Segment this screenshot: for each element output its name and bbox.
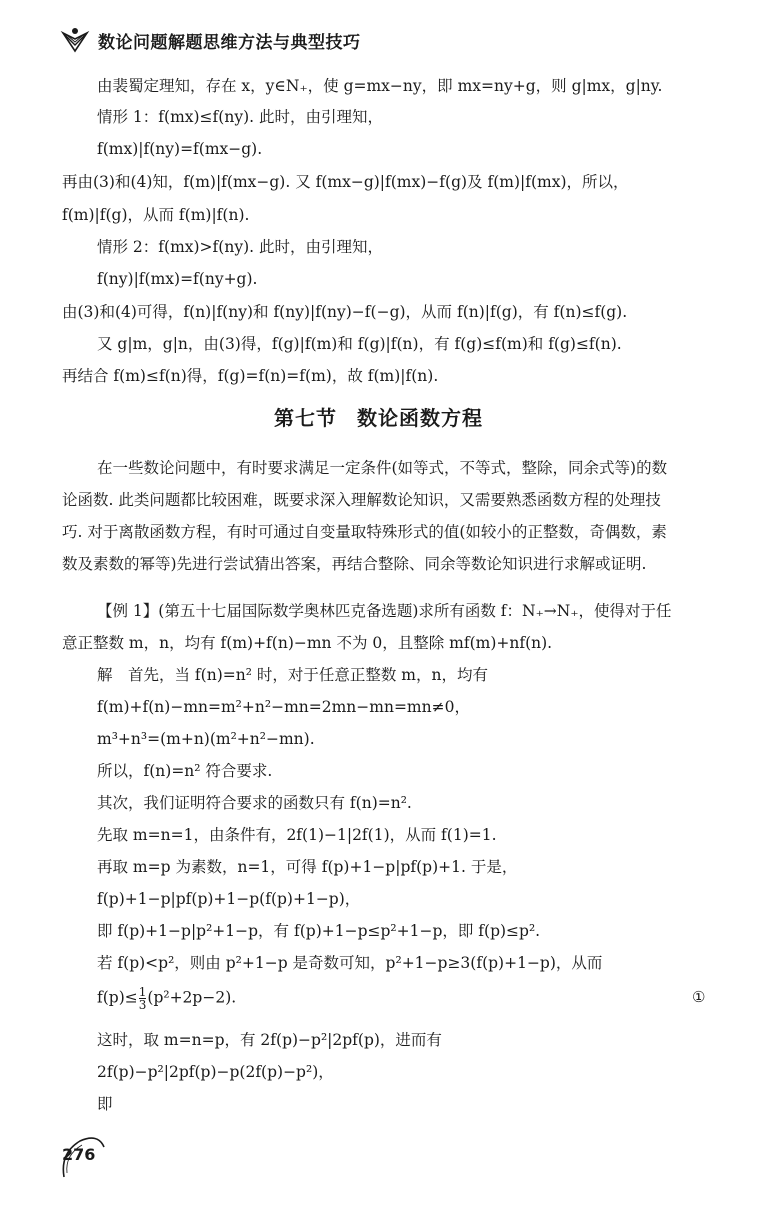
text-line: f(m)|f(g)，从而 f(m)|f(n). [62, 206, 250, 224]
solution-line: f(p)+1−p|pf(p)+1−p(f(p)+1−p)， [97, 890, 361, 908]
solution-line: 先取 m=n=1，由条件有，2f(1)−1|2f(1)，从而 f(1)=1. [97, 826, 497, 844]
fraction-numerator: 1 [138, 985, 147, 999]
text-line: 情形 1：f(mx)≤f(ny). 此时，由引理知， [97, 108, 383, 126]
text-line: 情形 2：f(mx)>f(ny). 此时，由引理知， [97, 238, 383, 256]
text-line: f(mx)|f(ny)=f(mx−g). [97, 140, 263, 158]
text-line: 由裴蜀定理知，存在 x，y∈N₊，使 g=mx−ny，即 mx=ny+g，则 g|mx，g|ny. [97, 77, 663, 95]
page-number: 276 [62, 1145, 96, 1164]
text-line: 又 g|m，g|n，由(3)得，f(g)|f(m)和 f(g)|f(n)，有 f(g)≤f(m)和 f(g)≤f(n). [97, 335, 622, 353]
formula-left: f(p)≤ [97, 988, 138, 1007]
fraction [139, 986, 147, 1011]
example-line: 意正整数 m，n，均有 f(m)+f(n)−mn 不为 0，且整除 mf(m)+nf(n). [62, 634, 553, 652]
example-line: 【例 1】(第五十七届国际数学奥林匹克备选题)求所有函数 f：N₊→N₊，使得对于任 [97, 602, 672, 620]
fraction-denominator: 3 [138, 998, 147, 1012]
solution-line: 再取 m=p 为素数，n=1，可得 f(p)+1−p|pf(p)+1. 于是， [97, 858, 518, 876]
section-number: 第七节 [274, 406, 337, 430]
paragraph-line: 论函数. 此类问题都比较困难，既要求深入理解数论知识，又需要熟悉函数方程的处理技 [62, 491, 661, 509]
solution-line: 其次，我们证明符合要求的函数只有 f(n)=n². [97, 794, 412, 812]
header-title: 数论问题解题思维方法与典型技巧 [98, 32, 361, 53]
solution-line: 解 首先，当 f(n)=n² 时，对于任意正整数 m，n，均有 [97, 666, 488, 684]
text-line: 再由(3)和(4)知，f(m)|f(mx−g). 又 f(mx−g)|f(mx)−f(g)及 f(m)|f(mx)，所以， [62, 173, 629, 191]
solution-line: 这时，取 m=n=p，有 2f(p)−p²|2pf(p)，进而有 [97, 1031, 442, 1049]
formula-line [97, 986, 236, 1011]
paragraph-line: 巧. 对于离散函数方程，有时可通过自变量取特殊形式的值(如较小的正整数，奇偶数，素 [62, 523, 667, 541]
solution-line: 若 f(p)<p²，则由 p²+1−p 是奇数可知，p²+1−p≥3(f(p)+1−p)，从而 [97, 954, 603, 972]
book-logo-icon [60, 25, 90, 55]
text-line: 再结合 f(m)≤f(n)得，f(g)=f(n)=f(m)，故 f(m)|f(n). [62, 367, 439, 385]
solution-line: 所以，f(n)=n² 符合要求. [97, 762, 273, 780]
solution-line: 即 f(p)+1−p|p²+1−p，有 f(p)+1−p≤p²+1−p，即 f(p)≤p². [97, 922, 541, 940]
running-header [60, 22, 361, 58]
solution-line: m³+n³=(m+n)(m²+n²−mn). [97, 730, 315, 748]
section-name: 数论函数方程 [357, 406, 483, 430]
formula-right: (p²+2p−2). [147, 988, 237, 1007]
equation-number: ① [692, 988, 706, 1006]
paragraph-line: 在一些数论问题中，有时要求满足一定条件(如等式，不等式，整除，同余式等)的数 [97, 459, 668, 477]
text-line: f(ny)|f(mx)=f(ny+g). [97, 270, 258, 288]
paragraph-line: 数及素数的幂等)先进行尝试猜出答案，再结合整除、同余等数论知识进行求解或证明. [62, 555, 647, 573]
solution-line: f(m)+f(n)−mn=m²+n²−mn=2mn−mn=mn≠0， [97, 698, 470, 716]
solution-line: 即 [97, 1095, 113, 1113]
section-title [0, 402, 757, 431]
text-line: 由(3)和(4)可得，f(n)|f(ny)和 f(ny)|f(ny)−f(−g)，从而 f(n)|f(g)，有 f(n)≤f(g). [62, 303, 628, 321]
solution-line: 2f(p)−p²|2pf(p)−p(2f(p)−p²)， [97, 1063, 334, 1081]
